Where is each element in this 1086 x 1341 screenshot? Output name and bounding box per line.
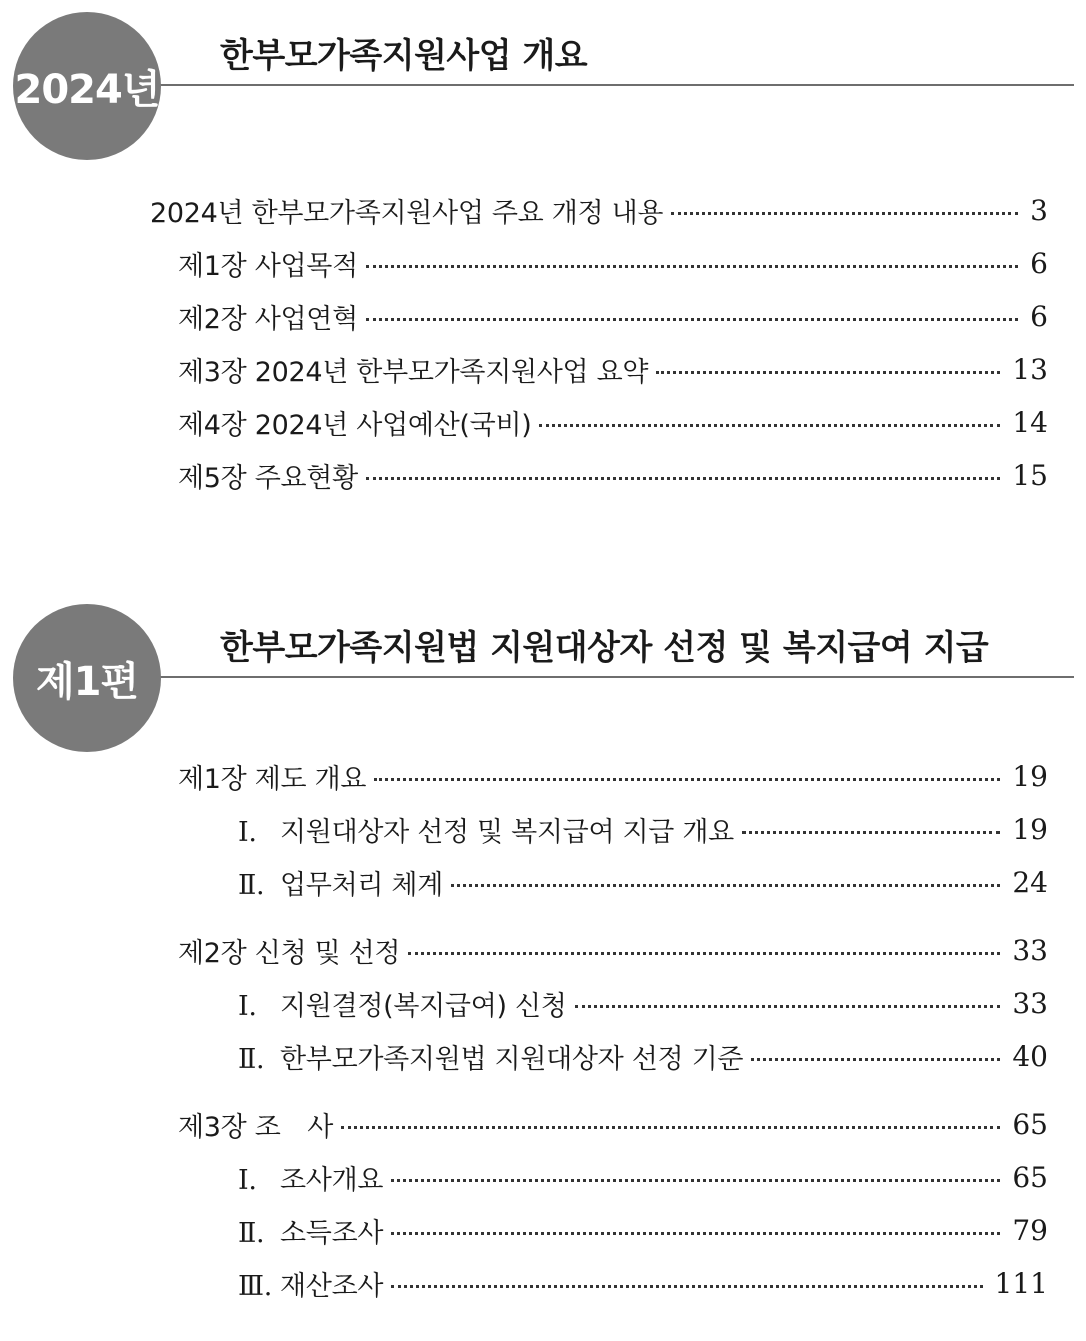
toc-chapter-entry[interactable] — [178, 1104, 1048, 1144]
toc-entry-page: 33 — [1012, 933, 1048, 967]
toc-entry-page: 79 — [1012, 1213, 1048, 1247]
section-rule — [150, 84, 1074, 86]
toc-entry-label: 제4장 2024년 사업예산(국비) — [178, 409, 532, 441]
dot-leader — [742, 831, 1000, 834]
toc-entry-text: 지원대상자 선정 및 복지급여 지급 개요 — [280, 816, 734, 848]
dot-leader — [366, 477, 1001, 480]
toc-entry[interactable] — [178, 402, 1048, 442]
toc-entry-label — [238, 863, 451, 902]
toc-entry[interactable] — [178, 349, 1048, 389]
section-title: 한부모가족지원사업 개요 — [220, 36, 588, 76]
dot-leader — [366, 265, 1018, 268]
toc-entry-text: 재산조사 — [280, 1270, 384, 1302]
toc-entry-label — [238, 1264, 391, 1303]
toc-subsection-entry[interactable] — [238, 1263, 1048, 1303]
dot-leader — [539, 424, 1000, 427]
toc-entry[interactable] — [178, 243, 1048, 283]
roman-numeral: Ⅱ. — [238, 1217, 265, 1249]
toc-entry[interactable] — [178, 296, 1048, 336]
toc-entry-text: 지원결정(복지급여) 신청 — [280, 990, 567, 1022]
toc-entry-page: 6 — [1030, 246, 1048, 280]
section-rule — [150, 676, 1074, 678]
toc-entry-label — [238, 1158, 391, 1197]
toc-entry-page: 13 — [1012, 352, 1048, 386]
roman-numeral: Ⅲ. — [238, 1270, 273, 1302]
toc-entry-text: 업무처리 체계 — [280, 869, 443, 901]
toc-chapter-entry[interactable] — [178, 930, 1048, 970]
toc-entry-page: 111 — [994, 1266, 1048, 1300]
toc-entry-text: 조사개요 — [280, 1164, 384, 1196]
toc-subsection-entry[interactable] — [238, 862, 1048, 902]
toc-entry-page: 19 — [1012, 812, 1048, 846]
toc-entry-text: 한부모가족지원법 지원대상자 선정 기준 — [280, 1043, 744, 1075]
toc-subsection-entry[interactable] — [238, 983, 1048, 1023]
section-header-part1 — [0, 604, 1086, 754]
dot-leader — [408, 952, 1000, 955]
toc-entry-page: 33 — [1012, 986, 1048, 1020]
toc-entry-page: 65 — [1012, 1160, 1048, 1194]
part-badge: 제1편 — [13, 604, 161, 752]
dot-leader — [366, 318, 1018, 321]
toc-subsection-entry[interactable] — [238, 1210, 1048, 1250]
dot-leader — [656, 371, 1000, 374]
roman-numeral: Ⅱ. — [238, 1043, 265, 1075]
toc-entry-page: 15 — [1012, 458, 1048, 492]
dot-leader — [451, 884, 1000, 887]
toc-entry-label — [238, 984, 575, 1023]
toc-chapter-entry[interactable] — [178, 756, 1048, 796]
section-header-overview — [0, 12, 1086, 162]
toc-entry-label — [238, 810, 742, 849]
toc-entry-label: 2024년 한부모가족지원사업 주요 개정 내용 — [150, 197, 664, 229]
toc-entry[interactable] — [178, 455, 1048, 495]
toc-entry-text: 소득조사 — [280, 1217, 384, 1249]
toc-subsection-entry[interactable] — [238, 1036, 1048, 1076]
toc-entry-page: 14 — [1012, 405, 1048, 439]
dot-leader — [391, 1179, 1000, 1182]
toc-entry-page: 65 — [1012, 1107, 1048, 1141]
toc-entry-page: 40 — [1012, 1039, 1048, 1073]
dot-leader — [374, 778, 1000, 781]
dot-leader — [391, 1232, 1000, 1235]
dot-leader — [575, 1005, 1001, 1008]
dot-leader — [391, 1285, 982, 1288]
dot-leader — [671, 212, 1018, 215]
roman-numeral: Ⅰ. — [238, 1164, 257, 1196]
toc-entry[interactable] — [150, 190, 1048, 230]
toc-subsection-entry[interactable] — [238, 1157, 1048, 1197]
toc-entry-page: 24 — [1012, 865, 1048, 899]
toc-entry-label: 제3장 2024년 한부모가족지원사업 요약 — [178, 356, 649, 388]
toc-subsection-entry[interactable] — [238, 809, 1048, 849]
toc-entry-label: 제5장 주요현황 — [178, 462, 358, 494]
toc-entry-label: 제3장 조 사 — [178, 1111, 333, 1143]
toc-entry-label: 제2장 사업연혁 — [178, 303, 358, 335]
toc-entry-label: 제2장 신청 및 선정 — [178, 937, 401, 969]
section-title: 한부모가족지원법 지원대상자 선정 및 복지급여 지급 — [220, 628, 989, 668]
dot-leader — [751, 1058, 1000, 1061]
toc-entry-label — [238, 1037, 751, 1076]
year-badge: 2024년 — [13, 12, 161, 160]
toc-entry-label — [238, 1211, 391, 1250]
toc-entry-page: 6 — [1030, 299, 1048, 333]
toc-entry-label: 제1장 제도 개요 — [178, 763, 367, 795]
toc-entry-page: 3 — [1030, 193, 1048, 227]
toc-entry-page: 19 — [1012, 759, 1048, 793]
roman-numeral: Ⅰ. — [238, 816, 257, 848]
roman-numeral: Ⅱ. — [238, 869, 265, 901]
roman-numeral: Ⅰ. — [238, 990, 257, 1022]
toc-entry-label: 제1장 사업목적 — [178, 250, 358, 282]
dot-leader — [341, 1126, 1000, 1129]
